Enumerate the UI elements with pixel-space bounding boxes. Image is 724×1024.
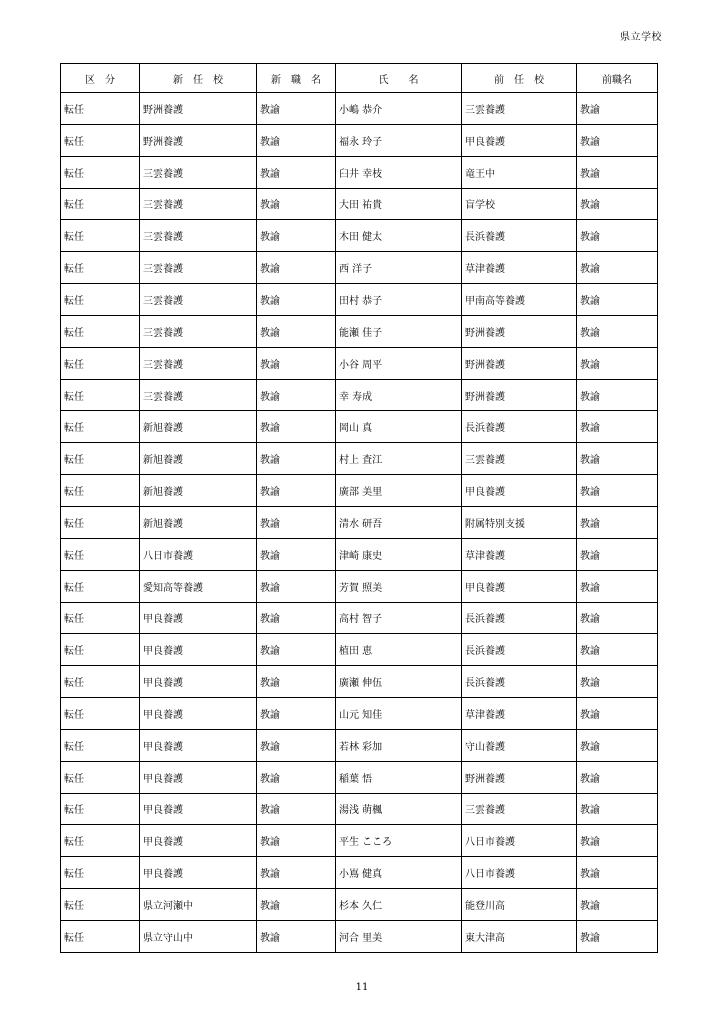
column-header-category: 区 分 bbox=[61, 64, 140, 93]
cell-new-position: 教諭 bbox=[257, 93, 336, 125]
cell-previous-school: 三雲養護 bbox=[462, 93, 577, 125]
table-row bbox=[61, 506, 658, 538]
cell-name: 福永 玲子 bbox=[336, 124, 462, 156]
cell-category: 転任 bbox=[61, 920, 140, 952]
cell-new-position: 教諭 bbox=[257, 698, 336, 730]
cell-previous-position: 教諭 bbox=[577, 156, 658, 188]
table-row bbox=[61, 315, 658, 347]
cell-previous-position: 教諭 bbox=[577, 761, 658, 793]
table-row bbox=[61, 93, 658, 125]
cell-category: 転任 bbox=[61, 220, 140, 252]
table-header bbox=[61, 64, 658, 93]
cell-category: 転任 bbox=[61, 761, 140, 793]
cell-new-position: 教諭 bbox=[257, 889, 336, 921]
cell-previous-position: 教諭 bbox=[577, 93, 658, 125]
cell-new-position: 教諭 bbox=[257, 761, 336, 793]
cell-category: 転任 bbox=[61, 93, 140, 125]
cell-new-position: 教諭 bbox=[257, 634, 336, 666]
cell-previous-school: 草津養護 bbox=[462, 252, 577, 284]
cell-name: 幸 寿成 bbox=[336, 379, 462, 411]
cell-new-school: 野洲養護 bbox=[140, 93, 257, 125]
cell-previous-school: 草津養護 bbox=[462, 538, 577, 570]
cell-name: 平生 こころ bbox=[336, 825, 462, 857]
cell-name: 津崎 康史 bbox=[336, 538, 462, 570]
table-row bbox=[61, 188, 658, 220]
cell-name: 若林 彩加 bbox=[336, 729, 462, 761]
cell-previous-school: 八日市養護 bbox=[462, 825, 577, 857]
cell-name: 山元 知佳 bbox=[336, 698, 462, 730]
cell-category: 転任 bbox=[61, 475, 140, 507]
cell-name: 稲葉 悟 bbox=[336, 761, 462, 793]
cell-previous-position: 教諭 bbox=[577, 188, 658, 220]
table-row bbox=[61, 475, 658, 507]
cell-new-position: 教諭 bbox=[257, 315, 336, 347]
page-number: 11 bbox=[355, 982, 369, 993]
cell-previous-school: 甲良養護 bbox=[462, 475, 577, 507]
column-header-previous-school: 前 任 校 bbox=[462, 64, 577, 93]
cell-new-position: 教諭 bbox=[257, 666, 336, 698]
cell-new-position: 教諭 bbox=[257, 729, 336, 761]
cell-category: 転任 bbox=[61, 124, 140, 156]
table-row bbox=[61, 698, 658, 730]
cell-previous-school: 長浜養護 bbox=[462, 666, 577, 698]
cell-category: 転任 bbox=[61, 793, 140, 825]
cell-previous-school: 盲学校 bbox=[462, 188, 577, 220]
column-header-new-school: 新 任 校 bbox=[140, 64, 257, 93]
cell-category: 転任 bbox=[61, 570, 140, 602]
cell-previous-position: 教諭 bbox=[577, 857, 658, 889]
cell-previous-school: 竜王中 bbox=[462, 156, 577, 188]
cell-previous-school: 野洲養護 bbox=[462, 315, 577, 347]
cell-new-school: 三雲養護 bbox=[140, 315, 257, 347]
cell-name: 清水 研吾 bbox=[336, 506, 462, 538]
cell-previous-position: 教諭 bbox=[577, 698, 658, 730]
table-row bbox=[61, 156, 658, 188]
cell-previous-school: 八日市養護 bbox=[462, 857, 577, 889]
table-row bbox=[61, 411, 658, 443]
cell-name: 杉本 久仁 bbox=[336, 889, 462, 921]
cell-previous-school: 野洲養護 bbox=[462, 379, 577, 411]
table-row bbox=[61, 666, 658, 698]
cell-category: 転任 bbox=[61, 538, 140, 570]
cell-previous-school: 長浜養護 bbox=[462, 634, 577, 666]
cell-new-school: 甲良養護 bbox=[140, 857, 257, 889]
cell-previous-position: 教諭 bbox=[577, 920, 658, 952]
cell-previous-school: 野洲養護 bbox=[462, 761, 577, 793]
cell-new-school: 三雲養護 bbox=[140, 156, 257, 188]
cell-previous-position: 教諭 bbox=[577, 315, 658, 347]
cell-name: 木田 健太 bbox=[336, 220, 462, 252]
cell-new-school: 三雲養護 bbox=[140, 347, 257, 379]
cell-previous-position: 教諭 bbox=[577, 220, 658, 252]
cell-new-school: 愛知高等養護 bbox=[140, 570, 257, 602]
cell-category: 転任 bbox=[61, 156, 140, 188]
cell-new-position: 教諭 bbox=[257, 347, 336, 379]
cell-previous-position: 教諭 bbox=[577, 634, 658, 666]
cell-name: 河合 里美 bbox=[336, 920, 462, 952]
cell-previous-position: 教諭 bbox=[577, 475, 658, 507]
cell-name: 岡山 真 bbox=[336, 411, 462, 443]
cell-new-school: 県立守山中 bbox=[140, 920, 257, 952]
cell-new-position: 教諭 bbox=[257, 793, 336, 825]
table-row bbox=[61, 602, 658, 634]
cell-category: 転任 bbox=[61, 602, 140, 634]
cell-name: 小嶋 恭介 bbox=[336, 93, 462, 125]
cell-category: 転任 bbox=[61, 698, 140, 730]
cell-new-school: 新旭養護 bbox=[140, 475, 257, 507]
cell-new-school: 新旭養護 bbox=[140, 411, 257, 443]
cell-category: 転任 bbox=[61, 252, 140, 284]
table-row bbox=[61, 220, 658, 252]
cell-previous-school: 甲南高等養護 bbox=[462, 284, 577, 316]
cell-previous-position: 教諭 bbox=[577, 379, 658, 411]
cell-previous-position: 教諭 bbox=[577, 570, 658, 602]
table-row bbox=[61, 379, 658, 411]
cell-previous-school: 甲良養護 bbox=[462, 570, 577, 602]
cell-new-school: 甲良養護 bbox=[140, 602, 257, 634]
cell-previous-school: 附属特別支援 bbox=[462, 506, 577, 538]
cell-new-position: 教諭 bbox=[257, 857, 336, 889]
cell-previous-position: 教諭 bbox=[577, 602, 658, 634]
cell-category: 転任 bbox=[61, 666, 140, 698]
cell-category: 転任 bbox=[61, 284, 140, 316]
cell-previous-position: 教諭 bbox=[577, 252, 658, 284]
cell-previous-school: 草津養護 bbox=[462, 698, 577, 730]
table-row bbox=[61, 857, 658, 889]
table-row bbox=[61, 825, 658, 857]
cell-previous-school: 三雲養護 bbox=[462, 443, 577, 475]
personnel-table bbox=[60, 63, 658, 953]
cell-new-position: 教諭 bbox=[257, 506, 336, 538]
cell-previous-position: 教諭 bbox=[577, 666, 658, 698]
table-row bbox=[61, 793, 658, 825]
cell-new-school: 野洲養護 bbox=[140, 124, 257, 156]
cell-previous-school: 東大津高 bbox=[462, 920, 577, 952]
cell-new-position: 教諭 bbox=[257, 411, 336, 443]
table-row bbox=[61, 124, 658, 156]
header-row bbox=[61, 64, 658, 93]
cell-new-position: 教諭 bbox=[257, 124, 336, 156]
cell-name: 村上 査江 bbox=[336, 443, 462, 475]
cell-previous-position: 教諭 bbox=[577, 347, 658, 379]
cell-previous-position: 教諭 bbox=[577, 538, 658, 570]
cell-name: 湯浅 萌楓 bbox=[336, 793, 462, 825]
cell-new-school: 三雲養護 bbox=[140, 188, 257, 220]
cell-name: 小嶌 健真 bbox=[336, 857, 462, 889]
cell-category: 転任 bbox=[61, 825, 140, 857]
cell-new-school: 甲良養護 bbox=[140, 729, 257, 761]
cell-name: 小谷 周平 bbox=[336, 347, 462, 379]
cell-name: 廣瀬 伸伍 bbox=[336, 666, 462, 698]
cell-previous-position: 教諭 bbox=[577, 284, 658, 316]
cell-name: 西 洋子 bbox=[336, 252, 462, 284]
cell-category: 転任 bbox=[61, 889, 140, 921]
table-row bbox=[61, 347, 658, 379]
cell-new-school: 甲良養護 bbox=[140, 634, 257, 666]
table-row bbox=[61, 443, 658, 475]
cell-name: 高村 智子 bbox=[336, 602, 462, 634]
cell-previous-position: 教諭 bbox=[577, 506, 658, 538]
cell-new-school: 三雲養護 bbox=[140, 220, 257, 252]
table-row bbox=[61, 538, 658, 570]
cell-previous-school: 長浜養護 bbox=[462, 220, 577, 252]
table-row bbox=[61, 634, 658, 666]
cell-previous-school: 守山養護 bbox=[462, 729, 577, 761]
cell-category: 転任 bbox=[61, 379, 140, 411]
cell-previous-school: 長浜養護 bbox=[462, 602, 577, 634]
cell-previous-school: 三雲養護 bbox=[462, 793, 577, 825]
cell-new-position: 教諭 bbox=[257, 443, 336, 475]
table-row bbox=[61, 889, 658, 921]
cell-name: 植田 恵 bbox=[336, 634, 462, 666]
cell-name: 廣部 美里 bbox=[336, 475, 462, 507]
table-body bbox=[61, 93, 658, 953]
cell-new-position: 教諭 bbox=[257, 920, 336, 952]
table-row bbox=[61, 920, 658, 952]
cell-new-position: 教諭 bbox=[257, 252, 336, 284]
document-category: 県立学校 bbox=[620, 32, 662, 43]
cell-new-position: 教諭 bbox=[257, 188, 336, 220]
cell-category: 転任 bbox=[61, 347, 140, 379]
cell-category: 転任 bbox=[61, 315, 140, 347]
cell-new-school: 甲良養護 bbox=[140, 666, 257, 698]
cell-previous-school: 野洲養護 bbox=[462, 347, 577, 379]
cell-previous-position: 教諭 bbox=[577, 411, 658, 443]
cell-name: 芳賀 照美 bbox=[336, 570, 462, 602]
cell-new-position: 教諭 bbox=[257, 538, 336, 570]
cell-previous-school: 長浜養護 bbox=[462, 411, 577, 443]
cell-previous-school: 甲良養護 bbox=[462, 124, 577, 156]
cell-previous-position: 教諭 bbox=[577, 825, 658, 857]
cell-new-position: 教諭 bbox=[257, 220, 336, 252]
cell-category: 転任 bbox=[61, 634, 140, 666]
cell-name: 能瀬 佳子 bbox=[336, 315, 462, 347]
column-header-previous-position: 前職名 bbox=[577, 64, 658, 93]
cell-previous-position: 教諭 bbox=[577, 793, 658, 825]
cell-previous-position: 教諭 bbox=[577, 443, 658, 475]
cell-new-position: 教諭 bbox=[257, 475, 336, 507]
cell-new-school: 甲良養護 bbox=[140, 761, 257, 793]
cell-new-school: 新旭養護 bbox=[140, 506, 257, 538]
cell-new-school: 三雲養護 bbox=[140, 252, 257, 284]
cell-new-school: 甲良養護 bbox=[140, 793, 257, 825]
cell-new-school: 新旭養護 bbox=[140, 443, 257, 475]
cell-category: 転任 bbox=[61, 729, 140, 761]
cell-name: 大田 祐貴 bbox=[336, 188, 462, 220]
cell-new-school: 三雲養護 bbox=[140, 284, 257, 316]
cell-new-school: 八日市養護 bbox=[140, 538, 257, 570]
cell-new-position: 教諭 bbox=[257, 156, 336, 188]
cell-category: 転任 bbox=[61, 506, 140, 538]
cell-previous-position: 教諭 bbox=[577, 124, 658, 156]
table-row bbox=[61, 284, 658, 316]
cell-new-position: 教諭 bbox=[257, 825, 336, 857]
cell-category: 転任 bbox=[61, 857, 140, 889]
table-row bbox=[61, 570, 658, 602]
cell-category: 転任 bbox=[61, 443, 140, 475]
cell-new-position: 教諭 bbox=[257, 284, 336, 316]
column-header-name: 氏 名 bbox=[336, 64, 462, 93]
cell-previous-position: 教諭 bbox=[577, 889, 658, 921]
cell-category: 転任 bbox=[61, 188, 140, 220]
cell-new-school: 三雲養護 bbox=[140, 379, 257, 411]
cell-new-school: 甲良養護 bbox=[140, 825, 257, 857]
cell-new-position: 教諭 bbox=[257, 570, 336, 602]
cell-new-position: 教諭 bbox=[257, 602, 336, 634]
cell-new-school: 県立河瀬中 bbox=[140, 889, 257, 921]
cell-new-school: 甲良養護 bbox=[140, 698, 257, 730]
cell-name: 臼井 幸枝 bbox=[336, 156, 462, 188]
cell-category: 転任 bbox=[61, 411, 140, 443]
cell-name: 田村 恭子 bbox=[336, 284, 462, 316]
table-row bbox=[61, 761, 658, 793]
table-row bbox=[61, 252, 658, 284]
column-header-new-position: 新 職 名 bbox=[257, 64, 336, 93]
table-row bbox=[61, 729, 658, 761]
cell-previous-position: 教諭 bbox=[577, 729, 658, 761]
cell-previous-school: 能登川高 bbox=[462, 889, 577, 921]
cell-new-position: 教諭 bbox=[257, 379, 336, 411]
